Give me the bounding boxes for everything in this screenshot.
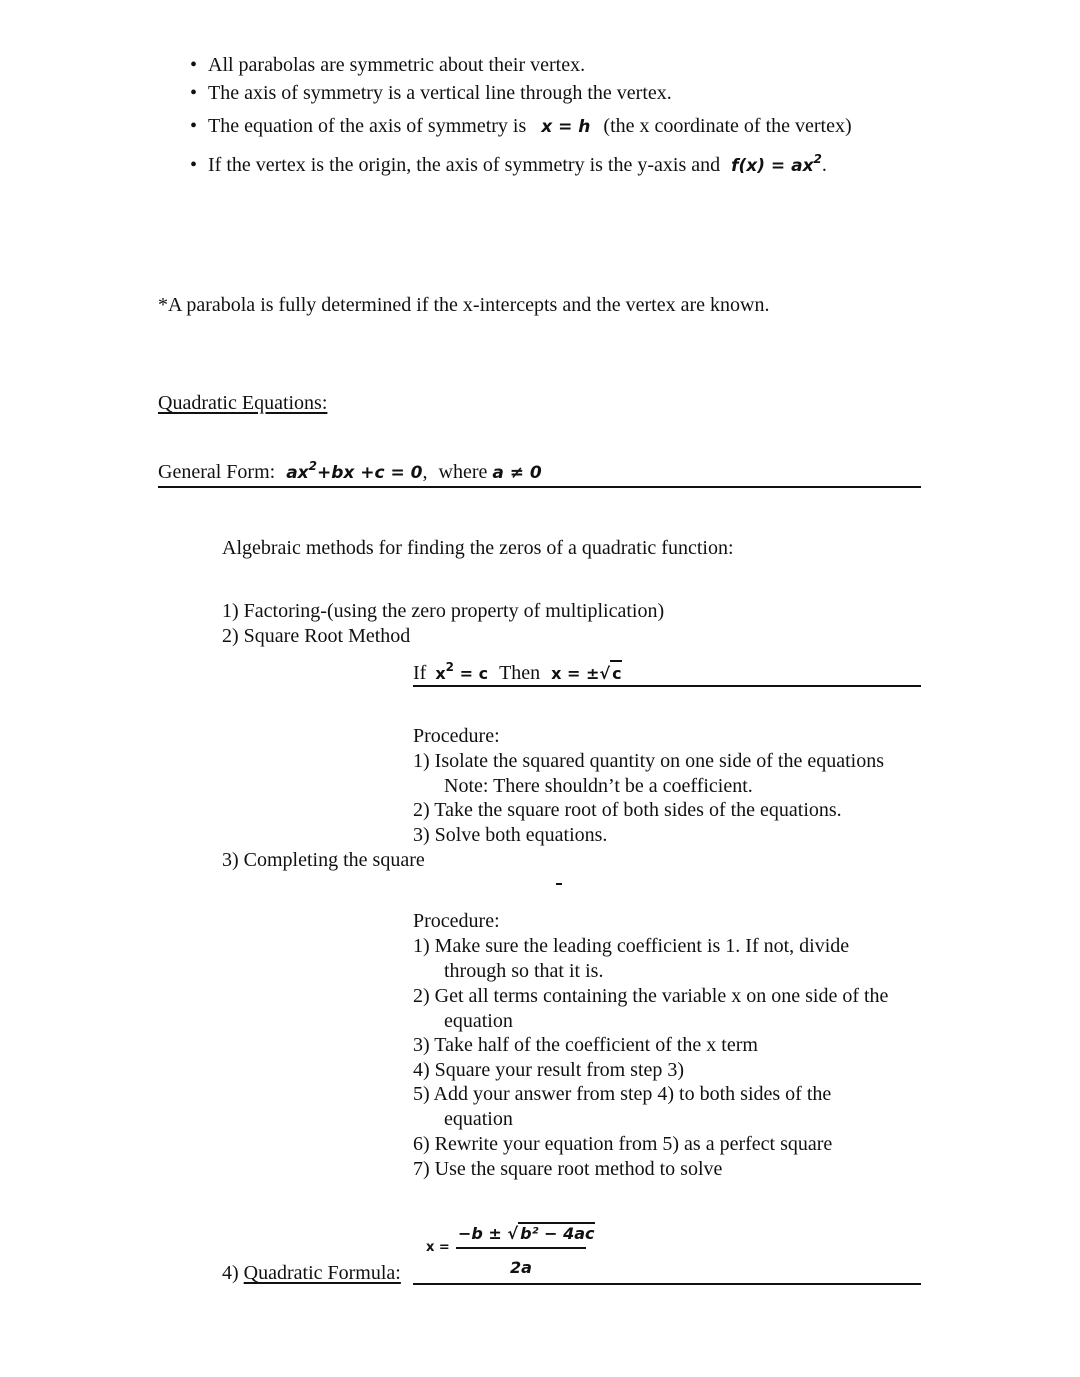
formula-denominator: 2a: [510, 1258, 532, 1277]
eq-comma: ,: [422, 461, 428, 483]
formula-radicand: b² − 4ac: [520, 1224, 595, 1243]
procedure-1-step-3: 3) Solve both equations.: [413, 824, 608, 846]
a-condition: a ≠ 0: [492, 463, 542, 483]
formula-numerator-lead: −b ± √: [458, 1224, 519, 1243]
method-4-label: Quadratic Formula:: [243, 1262, 401, 1284]
bullet-1: [190, 53, 585, 77]
where-label: where: [438, 461, 488, 483]
procedure-2-step-1a: 1) Make sure the leading coefficient is 1. If not, divide: [413, 935, 850, 957]
eq-exp: 2: [308, 459, 317, 473]
stray-mark: [556, 883, 562, 885]
procedure-2-step-1b: through so that it is.: [444, 960, 604, 982]
procedure-2-step-5b: equation: [444, 1108, 513, 1130]
general-form: [158, 460, 542, 485]
procedure-2-step-6: 6) Rewrite your equation from 5) as a perfect square: [413, 1133, 833, 1155]
section-title: Quadratic Equations:: [158, 392, 328, 414]
formula-lhs: x =: [426, 1240, 450, 1255]
bullet-dot: •: [190, 154, 198, 176]
rule-lhs-rest: = c: [459, 664, 489, 683]
vertex-function-base: f(x) = ax: [731, 156, 814, 176]
procedure-2-step-2b: equation: [444, 1010, 513, 1032]
bullet-3: [190, 114, 852, 139]
eq-a: ax: [286, 463, 309, 483]
vertex-function: [731, 152, 822, 176]
square-root-rule: [413, 660, 622, 686]
then-label: Then: [499, 662, 541, 684]
method-completing-square: 3) Completing the square: [222, 849, 425, 871]
method-factoring: 1) Factoring-(using the zero property of multiplication): [222, 600, 665, 622]
rule-rhs: [551, 664, 621, 683]
general-form-label: General Form:: [158, 461, 276, 483]
general-form-rule: [158, 486, 921, 488]
procedure-1-step-1: 1) Isolate the squared quantity on one side of the equations: [413, 750, 884, 772]
formula-numerator: [458, 1222, 595, 1243]
bullet-text: If the vertex is the origin, the axis of symmetry is the y-axis and: [208, 154, 721, 176]
bullet-dot: •: [190, 115, 198, 137]
procedure-2-step-2a: 2) Get all terms containing the variable x on one side of the: [413, 985, 889, 1007]
bullet-text-tail: (the x coordinate of the vertex): [603, 115, 852, 137]
vertex-function-exp: 2: [813, 152, 822, 166]
if-label: If: [413, 662, 427, 684]
rule-rhs-radicand: c: [610, 660, 621, 686]
procedure-1-step-2: 2) Take the square root of both sides of the equations.: [413, 799, 842, 821]
procedure-2-title: Procedure:: [413, 910, 500, 932]
rule-lhs-var: x: [435, 664, 446, 683]
bullet-text: All parabolas are symmetric about their vertex.: [208, 54, 586, 76]
bullet-dot: •: [190, 82, 198, 104]
rule-lhs-exp: 2: [445, 660, 455, 674]
square-root-rule-line: [413, 685, 921, 687]
procedure-2-step-5a: 5) Add your answer from step 4) to both sides of the: [413, 1083, 832, 1105]
parabola-note: *A parabola is fully determined if the x-intercepts and the vertex are known.: [158, 294, 770, 316]
procedure-1-title: Procedure:: [413, 725, 500, 747]
method-square-root: 2) Square Root Method: [222, 625, 411, 647]
methods-intro: Algebraic methods for finding the zeros of a quadratic function:: [222, 537, 734, 559]
bullet-period: .: [821, 154, 827, 176]
eq-b: +bx +c = 0: [316, 463, 423, 483]
bullet-dot: •: [190, 54, 198, 76]
rule-rhs-lead: x = ±√: [551, 664, 611, 683]
procedure-2-step-7: 7) Use the square root method to solve: [413, 1158, 723, 1180]
formula-fraction-bar: [456, 1247, 586, 1249]
rule-lhs: [435, 660, 489, 683]
general-form-equation: [286, 459, 423, 483]
procedure-2-step-4: 4) Square your result from step 3): [413, 1059, 685, 1081]
bullet-2: [190, 81, 672, 105]
bullet-text: The axis of symmetry is a vertical line through the vertex.: [208, 82, 672, 104]
method-quadratic-formula: [222, 1261, 401, 1285]
bullet-text: The equation of the axis of symmetry is: [208, 115, 527, 137]
quadratic-formula-rule: [413, 1283, 921, 1285]
method-4-number: 4): [222, 1262, 244, 1284]
bullet-4: [190, 153, 827, 178]
procedure-2-step-3: 3) Take half of the coefficient of the x term: [413, 1034, 758, 1056]
axis-equation: x = h: [541, 117, 591, 137]
procedure-1-note: Note: There shouldn’t be a coefficient.: [444, 775, 753, 797]
